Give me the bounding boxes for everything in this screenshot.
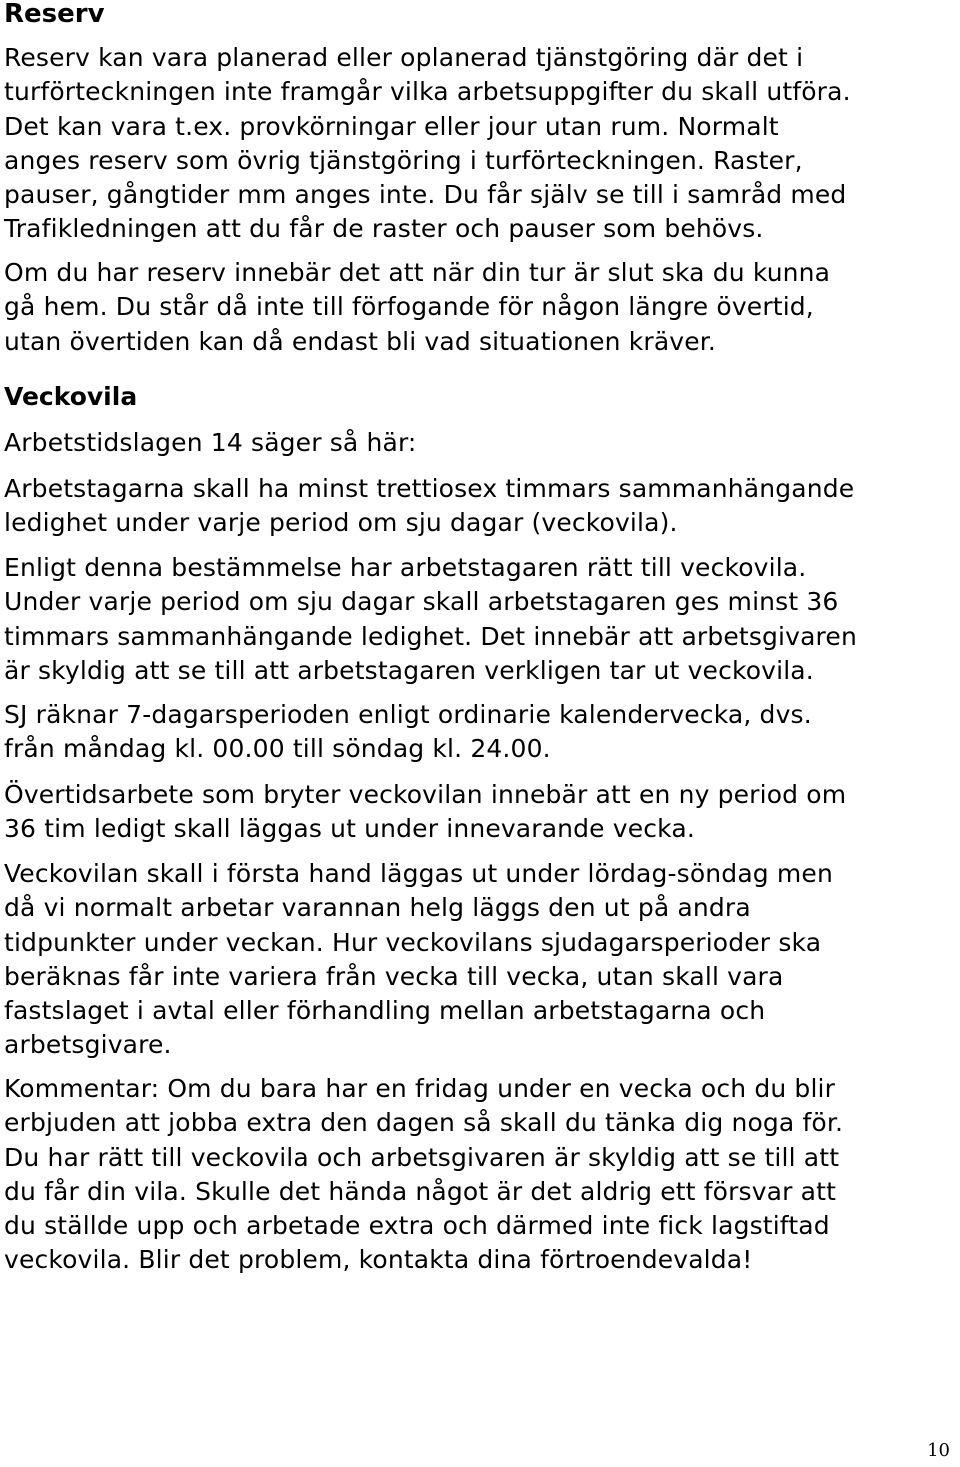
paragraph-veckovila-law-intro: Arbetstidslagen 14 säger så här: <box>4 428 417 457</box>
page-number: 10 <box>927 1440 950 1461</box>
section-heading-veckovila: Veckovila <box>4 382 138 411</box>
paragraph-reserv-intro: Reserv kan vara planerad eller oplanerad tjänstgöring där det i turförteckningen inte framgår vilka arbetsuppgifter du skall utföra. Det kan vara t.ex. provkörningar eller jour utan rum. Normalt anges reserv som övrig tjänstgöring i turförteckningen. Raster, pauser, gångtider mm anges inte. Du får själv se till i samråd med Trafikledningen att du får de raster och pauser som behövs. <box>4 43 851 244</box>
paragraph-veckovila-scheduling: Veckovilan skall i första hand läggas ut under lördag-söndag men då vi normalt arbetar varannan helg läggs den ut på andra tidpunkter under veckan. Hur veckovilans sjudagarsperioder ska beräknas får inte variera från vecka till vecka, utan skall vara fastslaget i avtal eller förhandling mellan arbetstagarna och arbetsgivare. <box>4 859 833 1060</box>
paragraph-veckovila-law-quote: Arbetstagarna skall ha minst trettiosex timmars sammanhängande ledighet under varje period om sju dagar (veckovila). <box>4 474 855 538</box>
paragraph-veckovila-calendar-week: SJ räknar 7-dagarsperioden enligt ordinarie kalendervecka, dvs. från måndag kl. 00.00 till söndag kl. 24.00. <box>4 700 812 764</box>
paragraph-reserv-end-of-shift: Om du har reserv innebär det att när din tur är slut ska du kunna gå hem. Du står då inte till förfogande för någon längre övertid, utan övertiden kan då endast bli vad situationen kräver. <box>4 258 831 356</box>
paragraph-veckovila-comment: Kommentar: Om du bara har en fridag under en vecka och du blir erbjuden att jobba extra den dagen så skall du tänka dig noga för. Du har rätt till veckovila och arbetsgivaren är skyldig att se till att du får din vila. Skulle det hända något är det aldrig ett försvar att du ställde upp och arbetade extra och därmed inte fick lagstiftad veckovila. Blir det problem, kontakta dina förtroendevalda! <box>4 1074 844 1275</box>
paragraph-veckovila-right: Enligt denna bestämmelse har arbetstagaren rätt till veckovila. Under varje period om sju dagar skall arbetstagaren ges minst 36 timmars sammanhängande ledighet. Det innebär att arbetsgivaren är skyldig att se till att arbetstagaren verkligen tar ut veckovila. <box>4 553 857 685</box>
section-heading-reserv: Reserv <box>4 0 105 29</box>
paragraph-veckovila-overtime: Övertidsarbete som bryter veckovilan innebär att en ny period om 36 tim ledigt skall läggas ut under innevarande vecka. <box>4 780 847 844</box>
